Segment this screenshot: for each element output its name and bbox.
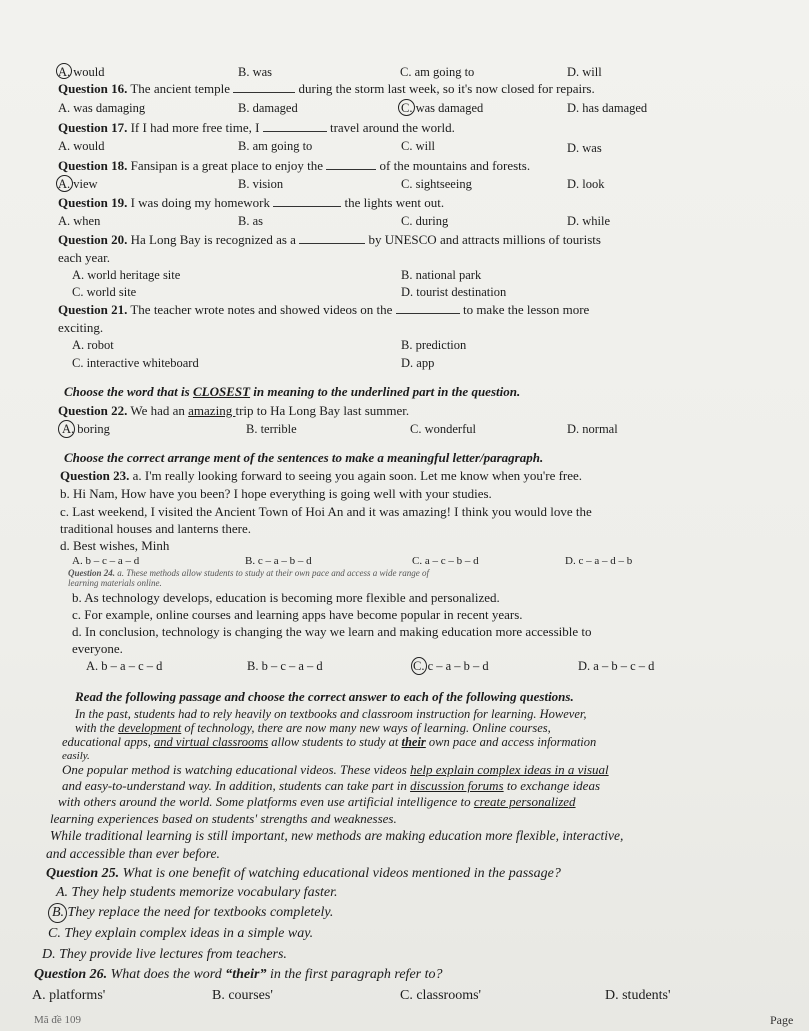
question-label: Question 20. <box>58 232 128 247</box>
instruction-text: Choose the word that is <box>64 384 193 399</box>
question-text: Fansipan is a great place to enjoy the <box>130 158 324 173</box>
question-label: Question 26. <box>34 967 108 982</box>
option-c: C. world site <box>72 285 137 299</box>
option-a: A. would <box>58 139 105 153</box>
question-label: Question 18. <box>58 158 128 173</box>
question-text: What is one benefit of watching educational videos mentioned in the passage? <box>122 866 561 881</box>
option-b: B. b – c – a – d <box>247 659 323 673</box>
question-20 <box>58 233 601 247</box>
answer-blank <box>233 83 295 93</box>
option-a: A. was damaging <box>58 101 146 115</box>
question-25 <box>46 866 561 882</box>
passage-text: own pace and access information <box>425 735 597 749</box>
question-21 <box>58 303 589 317</box>
question-22 <box>58 404 409 418</box>
question-label: Question 16. <box>58 81 128 96</box>
passage-text: educational apps, <box>62 735 155 749</box>
option-a: A. boring <box>62 422 110 436</box>
option-c: C. will <box>401 139 436 153</box>
option-d: D. c – a – d – b <box>565 555 633 567</box>
answer-blank <box>326 160 376 170</box>
option-a: A. world heritage site <box>72 268 181 282</box>
option-d: D. while <box>567 214 611 228</box>
question-text: during the storm last week, so it's now closed for repairs. <box>298 81 595 96</box>
passage-line <box>62 779 600 793</box>
option-a: A. b – a – c – d <box>86 659 163 673</box>
option-d: D. has damaged <box>567 101 648 115</box>
underlined-phrase: discussion forums <box>410 778 504 793</box>
question-text: We had an <box>130 403 189 418</box>
underlined-phrase: development <box>118 721 182 735</box>
answer-mark <box>48 903 67 923</box>
question-text: The teacher wrote notes and showed videos on the <box>130 302 393 317</box>
passage-text: with the <box>75 721 119 735</box>
sentence-a: a. These methods allow students to study at their own pace and access a wide range of <box>117 568 429 578</box>
question-16 <box>58 82 595 96</box>
question-label: Question 17. <box>58 120 128 135</box>
option-c: C. sightseeing <box>401 177 472 191</box>
underlined-phrase: create personalized <box>473 794 576 809</box>
question-text: to make the lesson more <box>462 302 590 317</box>
sentence-c: c. Last weekend, I visited the Ancient Town of Hoi An and it was amazing! I think you would love the <box>60 504 592 519</box>
option-b: B. am going to <box>238 139 313 153</box>
passage-line <box>62 763 609 777</box>
underlined-phrase: and virtual classrooms <box>154 735 269 749</box>
answer-blank <box>263 122 327 132</box>
option-b: B. c – a – b – d <box>245 555 312 567</box>
answer-mark <box>398 99 415 116</box>
question-label: Question 23. <box>60 468 130 483</box>
answer-blank <box>396 304 460 314</box>
question-26 <box>34 967 443 983</box>
question-19 <box>58 196 444 210</box>
question-17 <box>58 121 455 135</box>
section-instruction: Choose the correct arrange ment of the sentences to make a meaningful letter/paragraph. <box>64 450 544 465</box>
passage-line: easily. <box>62 750 90 762</box>
answer-mark <box>56 175 73 192</box>
exam-code: Mã đề 109 <box>34 1014 82 1026</box>
option-b: B. prediction <box>401 338 467 352</box>
option-c: C. interactive whiteboard <box>72 356 199 370</box>
instruction-emphasis: CLOSEST <box>192 384 251 399</box>
option-b: B. terrible <box>246 422 297 436</box>
option-d: D. a – b – c – d <box>578 659 655 673</box>
option-b: B. damaged <box>238 101 298 115</box>
sentence-d: d. Best wishes, Minh <box>60 538 170 553</box>
option-b: B. courses' <box>212 988 273 1003</box>
sentence-d-cont: everyone. <box>72 641 123 656</box>
option-c: C. during <box>401 214 449 228</box>
option-b: B. They replace the need for textbooks completely. <box>52 905 334 920</box>
question-text: in the first paragraph refer to? <box>266 967 443 982</box>
passage-text: and easy-to-understand way. In addition, students can take part in <box>62 778 411 793</box>
option-a: A. b – c – a – d <box>72 555 140 567</box>
sentence-b: b. Hi Nam, How have you been? I hope everything is going well with your studies. <box>60 486 492 501</box>
passage-text: allow students to study at <box>268 735 402 749</box>
question-text: of the mountains and forests. <box>379 158 531 173</box>
sentence-d: d. In conclusion, technology is changing the way we learn and making education more accessible to <box>72 624 592 639</box>
option-b: B. national park <box>401 268 482 282</box>
sentence-b: b. As technology develops, education is becoming more flexible and personalized. <box>72 590 500 605</box>
option-a: A. would <box>58 65 105 79</box>
answer-mark <box>58 420 75 438</box>
question-text: by UNESCO and attracts millions of tourists <box>368 232 601 247</box>
question-label: Question 19. <box>58 195 128 210</box>
question-text: I was doing my homework <box>130 195 270 210</box>
sentence-a-cont: learning materials online. <box>68 578 162 588</box>
question-label: Question 25. <box>46 866 120 881</box>
question-text: travel around the world. <box>329 120 455 135</box>
passage-line: In the past, students had to rely heavily on textbooks and classroom instruction for learning. However, <box>75 707 587 721</box>
option-d: D. tourist destination <box>401 285 507 299</box>
passage-line <box>62 735 596 749</box>
option-a: A. when <box>58 214 101 228</box>
passage-line: learning experiences based on students' strengths and weaknesses. <box>50 811 397 826</box>
sentence-c: c. For example, online courses and learning apps have become popular in recent years. <box>72 607 523 622</box>
answer-mark <box>411 657 427 675</box>
option-c: C. was damaged <box>401 101 484 115</box>
passage-line: and accessible than ever before. <box>46 846 220 861</box>
passage-text: with others around the world. Some platforms even use artificial intelligence to <box>58 794 474 809</box>
option-c: C. c – a – b – d <box>413 659 489 673</box>
underlined-word: amazing <box>188 403 236 418</box>
section-instruction <box>64 385 520 399</box>
question-18 <box>58 159 530 173</box>
section-instruction: Read the following passage and choose the correct answer to each of the following questions. <box>75 689 574 704</box>
passage-line <box>58 795 576 809</box>
answer-mark <box>56 63 72 79</box>
option-a: A. platforms' <box>32 988 106 1003</box>
option-d: D. will <box>567 65 602 79</box>
question-text: the lights went out. <box>344 195 445 210</box>
question-text: What does the word <box>110 967 226 982</box>
option-a: A. view <box>58 177 98 191</box>
sentence-a: a. I'm really looking forward to seeing you again soon. Let me know when you're free. <box>132 468 583 483</box>
option-c: C. classrooms' <box>400 988 482 1003</box>
passage-text: of technology, there are now many new ways of learning. Online courses, <box>181 721 551 735</box>
passage-text: to exchange ideas <box>503 778 601 793</box>
option-b: B. was <box>238 65 273 79</box>
question-label: Question 24. <box>68 568 116 578</box>
option-a: A. They help students memorize vocabulary faster. <box>56 885 338 900</box>
quoted-word: “their” <box>225 967 267 982</box>
sentence-c-cont: traditional houses and lanterns there. <box>60 521 251 536</box>
option-d: D. was <box>567 141 602 155</box>
option-b: B. as <box>238 214 263 228</box>
option-c: C. am going to <box>400 65 475 79</box>
question-text: Ha Long Bay is recognized as a <box>130 232 296 247</box>
question-24 <box>68 568 429 578</box>
option-d: D. They provide live lectures from teachers. <box>42 947 287 962</box>
question-text: The ancient temple <box>130 81 230 96</box>
option-b: B. vision <box>238 177 284 191</box>
option-d: D. look <box>567 177 605 191</box>
option-d: D. normal <box>567 422 618 436</box>
option-a: A. robot <box>72 338 114 352</box>
question-text: each year. <box>58 250 110 265</box>
question-label: Question 22. <box>58 403 128 418</box>
option-d: D. students' <box>605 988 671 1003</box>
question-text: exciting. <box>58 320 104 335</box>
passage-text: One popular method is watching educational videos. These videos <box>62 762 411 777</box>
question-23 <box>60 469 582 483</box>
answer-blank <box>299 234 365 244</box>
passage-line <box>75 721 551 735</box>
underlined-phrase: help explain complex ideas in a visual <box>410 762 609 777</box>
instruction-text: in meaning to the underlined part in the question. <box>250 384 521 399</box>
question-text: trip to Ha Long Bay last summer. <box>235 403 410 418</box>
underlined-word: their <box>401 735 426 749</box>
option-c: C. wonderful <box>410 422 476 436</box>
option-c: C. a – c – b – d <box>412 555 479 567</box>
passage-line: While traditional learning is still important, new methods are making education more flexible, interactive, <box>50 828 624 843</box>
question-text: If I had more free time, I <box>130 120 260 135</box>
question-label: Question 21. <box>58 302 128 317</box>
page-label: Page <box>770 1013 794 1027</box>
option-d: D. app <box>401 356 435 370</box>
option-c: C. They explain complex ideas in a simple way. <box>48 926 314 941</box>
answer-blank <box>273 197 341 207</box>
